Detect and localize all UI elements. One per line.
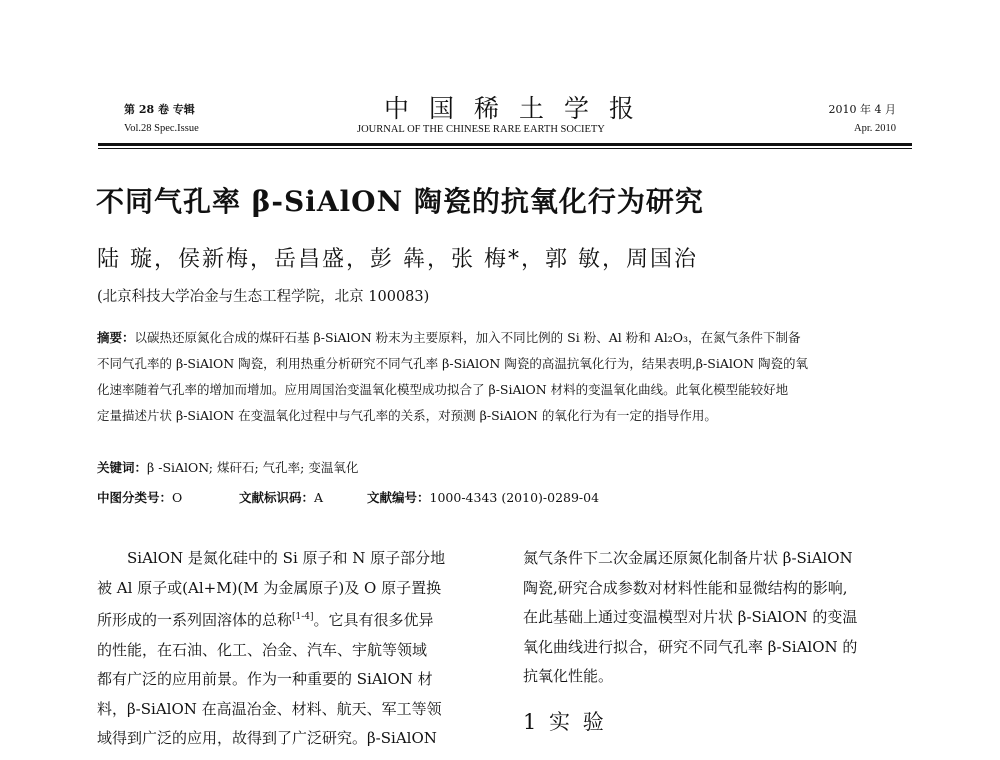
body-column-right [523,544,915,692]
abstract-line [97,325,913,351]
body-line: 氧化曲线进行拟合，研究不同气孔率 β-SiAlON 的 [523,637,858,656]
body-line: SiAlON 是氮化硅中的 Si 原子和 N 原子部分地 [97,549,446,567]
body-line: 都有广泛的应用前景。作为一种重要的 SiAlON 材 [97,670,433,688]
keywords-label: 关键词： [97,460,148,475]
article-affiliation: (北京科技大学冶金与生态工程学院，北京 100083) [97,289,430,305]
abstract-line: 化速率随着气孔率的增加而增加。应用周国治变温氧化模型成功拟合了 β-SiAlON 材料的变温氧化曲线。此氧化模型能较好地 [97,382,789,397]
issue-date-cn: 2010 年 4 月 [828,103,896,116]
body-column-left [97,544,493,754]
abstract [97,325,913,429]
journal-title-en: JOURNAL OF THE CHINESE RARE EARTH SOCIETY [357,124,605,135]
body-line: 的性能，在石油、化工、冶金、汽车、宇航等领域 [97,640,428,659]
volume-cn: 第 28 卷 专辑 [124,103,195,116]
section-heading: 1 实 验 [523,710,607,734]
classification [97,488,599,506]
clc-label: 中图分类号： [97,490,173,505]
article-number-label: 文献编号： [367,490,430,505]
article-title: 不同气孔率 β-SiAlON 陶瓷的抗氧化行为研究 [96,185,704,218]
header-rule-thin [98,148,912,149]
doc-code-value: A [314,490,324,505]
body-line: 域得到广泛的应用，故得到了广泛研究。β-SiAlON [97,729,437,747]
journal-title-cn: 中国稀土学报 [384,94,655,123]
body-line-tail: 。它具有很多优异 [313,611,434,629]
citation: [1-4] [292,612,314,622]
keywords [97,458,358,476]
article-authors: 陆 璇，侯新梅，岳昌盛，彭 犇，张 梅*，郭 敏，周国治 [97,247,698,272]
keywords-text: β -SiAlON; 煤矸石; 气孔率; 变温氧化 [147,460,359,475]
body-line: 抗氧化性能。 [523,667,614,685]
abstract-line: 不同气孔率的 β-SiAlON 陶瓷，利用热重分析研究不同气孔率 β-SiAlON 陶瓷的高温抗氧化行为，结果表明,β-SiAlON 陶瓷的氧 [97,356,809,371]
clc-value: O [172,490,183,505]
header-rule-thick [98,143,912,146]
abstract-text: 以碳热还原氮化合成的煤矸石基 β-SiAlON 粉末为主要原料，加入不同比例的 Si 粉、Al 粉和 Al₂O₃，在氮气条件下制备 [134,330,801,345]
body-line: 氮气条件下二次金属还原氮化制备片状 β-SiAlON [523,549,853,567]
abstract-label: 摘要： [97,330,135,345]
body-line: 料，β-SiAlON 在高温冶金、材料、航天、军工等领 [97,699,442,718]
abstract-line: 定量描述片状 β-SiAlON 在变温氧化过程中与气孔率的关系，对预测 β-SiAlON 的氧化行为有一定的指导作用。 [97,408,717,423]
body-line [97,603,493,636]
body-line: 被 Al 原子或(Al+M)(M 为金属原子)及 O 原子置换 [97,578,442,597]
volume-en: Vol.28 Spec.Issue [124,123,199,134]
body-line-text: 所形成的一系列固溶体的总称 [97,611,293,629]
article-number-value: 1000-4343 (2010)-0289-04 [429,490,600,505]
issue-date-en: Apr. 2010 [854,123,896,134]
body-line: 陶瓷,研究合成参数对材料性能和显微结构的影响, [523,578,848,597]
body-line: 在此基础上通过变温模型对片状 β-SiAlON 的变温 [523,608,858,626]
doc-code-label: 文献标识码： [239,490,315,505]
